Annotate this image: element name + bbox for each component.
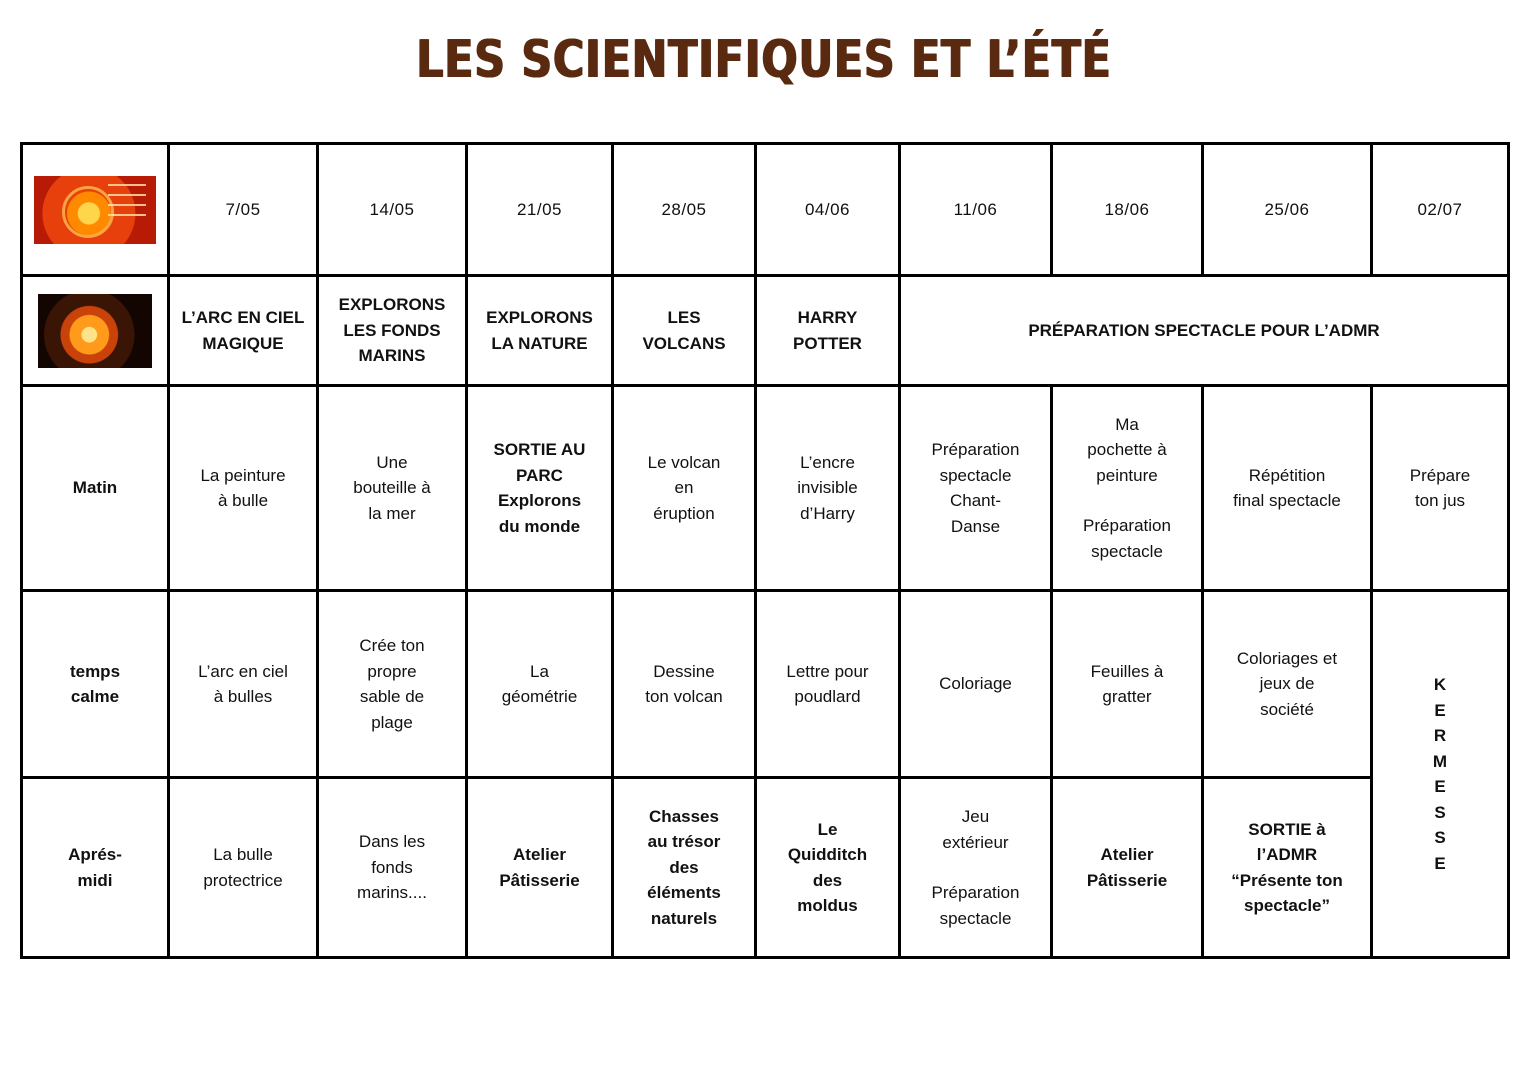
schedule-table: [20, 142, 1510, 959]
activity-cell: [169, 591, 318, 778]
cell-text-line: propre: [367, 661, 417, 681]
row-label-apres: [22, 778, 169, 958]
cell-text-line: Préparation: [931, 440, 1020, 459]
apres-midi-row: [22, 778, 1509, 958]
theme-cell: [318, 276, 467, 386]
cell-text-line: marins....: [357, 883, 427, 903]
cell-text-line: Aprés-: [68, 845, 122, 864]
cell-text-line: Ma: [1115, 414, 1139, 434]
cell-text-line: final spectacle: [1233, 491, 1341, 510]
cell-text-line: Atelier: [513, 845, 566, 864]
activity-cell: [169, 778, 318, 958]
cell-text-line: Préparation: [1083, 516, 1171, 536]
cell-text-line: L’ARC EN CIEL: [181, 308, 305, 327]
cell-text-line: protectrice: [203, 870, 283, 890]
activity-cell: [318, 386, 467, 591]
cell-text-line: pochette à: [1087, 440, 1167, 460]
cell-text-line: éruption: [653, 503, 715, 523]
activity-cell: [318, 591, 467, 778]
cell-text-line: ton volcan: [645, 687, 723, 706]
row-label-matin: [22, 386, 169, 591]
cell-text-line: éléments: [647, 883, 721, 903]
activity-cell: [1052, 591, 1203, 778]
cell-text-line: plage: [371, 712, 413, 732]
cell-text-line: bouteille à: [353, 478, 431, 498]
activity-cell: [467, 386, 613, 591]
sun-illustration-bottom: [22, 276, 169, 386]
cell-text-line: Danse: [950, 516, 1001, 536]
cell-text-line: Quidditch: [787, 845, 868, 864]
date-cell: 21/05: [467, 144, 613, 276]
date-cell: 02/07: [1372, 144, 1509, 276]
cell-text-line: Coloriages et: [1236, 648, 1338, 668]
cell-text-line: des: [669, 857, 699, 877]
cell-text-line: invisible: [797, 478, 858, 498]
sun-illustration-top: [22, 144, 169, 276]
cell-text-line: K: [1433, 675, 1447, 694]
cell-text-line: ton jus: [1414, 491, 1466, 510]
date-cell: 04/06: [756, 144, 900, 276]
cell-text-line: E: [1434, 700, 1446, 720]
cell-text-line: MAGIQUE: [202, 333, 284, 353]
cell-text-line: E: [1434, 777, 1446, 796]
date-cell: 7/05: [169, 144, 318, 276]
cell-text-line: au trésor: [647, 832, 721, 852]
cell-text-line: La bulle: [213, 845, 273, 864]
activity-cell: [756, 778, 900, 958]
sun-cutaway-image: [34, 176, 156, 244]
cell-text-line: [1059, 488, 1195, 513]
cell-text-line: à bulle: [217, 491, 269, 510]
cell-text-line: LA NATURE: [491, 333, 588, 353]
cell-text-line: Prépare: [1409, 465, 1471, 485]
cell-text-line: Le: [817, 819, 838, 839]
cell-text-line: La: [530, 661, 549, 681]
cell-text-line: LES: [667, 308, 701, 327]
cell-text-line: du monde: [498, 516, 581, 536]
cell-text-line: HARRY: [797, 308, 858, 327]
activity-cell: [467, 778, 613, 958]
activity-cell: [613, 386, 756, 591]
activity-cell: [756, 591, 900, 778]
cell-text-line: moldus: [797, 896, 858, 915]
cell-text-line: en: [674, 478, 694, 498]
dates-row: [22, 144, 1509, 276]
theme-cell: [756, 276, 900, 386]
cell-text-line: LES FONDS: [343, 320, 441, 340]
activity-cell: [900, 778, 1052, 958]
activity-cell: [756, 386, 900, 591]
cell-text-line: sable de: [359, 687, 425, 706]
date-cell: 28/05: [613, 144, 756, 276]
cell-text-line: EXPLORONS: [486, 308, 593, 327]
sun-flares-image: [38, 294, 152, 368]
cell-text-line: fonds: [371, 857, 413, 877]
cell-text-line: Pâtisserie: [499, 870, 580, 890]
cell-text-line: Chant-: [949, 491, 1002, 510]
cell-text-line: Préparation: [931, 883, 1020, 902]
activity-cell: [1372, 386, 1509, 591]
cell-text-line: SORTIE à: [1248, 819, 1326, 839]
cell-text-line: Une: [376, 452, 408, 472]
cell-text-line: Répétition: [1248, 465, 1326, 485]
activity-cell: [169, 386, 318, 591]
date-cell: 11/06: [900, 144, 1052, 276]
cell-text-line: spectacle: [939, 465, 1012, 485]
cell-text-line: Coloriage: [939, 674, 1012, 694]
theme-cell: [169, 276, 318, 386]
cell-text-line: PARC: [516, 465, 563, 485]
cell-text-line: naturels: [650, 908, 718, 928]
cell-text-line: VOLCANS: [642, 333, 726, 353]
cell-text-line: S: [1434, 828, 1446, 847]
cell-text-line: Matin: [72, 478, 118, 498]
cell-text-line: L’encre: [800, 452, 855, 472]
cell-text-line: Lettre pour: [786, 661, 869, 681]
cell-text-line: l’ADMR: [1256, 845, 1318, 864]
cell-text-line: Jeu: [961, 807, 990, 826]
date-cell: 14/05: [318, 144, 467, 276]
cell-text-line: spectacle: [1091, 541, 1163, 561]
matin-row: [22, 386, 1509, 591]
cell-text-line: calme: [70, 687, 120, 706]
activity-cell: [1203, 591, 1372, 778]
cell-text-line: [907, 855, 1044, 880]
cell-text-line: des: [812, 870, 843, 890]
activity-cell: [1052, 778, 1203, 958]
theme-cell: [467, 276, 613, 386]
activity-cell: [613, 778, 756, 958]
themes-row: [22, 276, 1509, 386]
cell-text-line: peinture: [1096, 465, 1158, 485]
cell-text-line: extérieur: [942, 832, 1009, 852]
cell-text-line: S: [1434, 802, 1446, 822]
cell-text-line: Le volcan: [647, 452, 721, 472]
activity-cell: [613, 591, 756, 778]
cell-text-line: Dessine: [653, 661, 715, 681]
cell-text-line: L’arc en ciel: [198, 661, 288, 681]
date-cell: 25/06: [1203, 144, 1372, 276]
cell-text-line: midi: [77, 870, 113, 890]
cell-text-line: Dans les: [358, 832, 426, 852]
cell-text-line: MARINS: [358, 346, 426, 366]
activity-cell: [1203, 386, 1372, 591]
cell-text-line: d’Harry: [800, 503, 855, 523]
activity-cell: [900, 591, 1052, 778]
activity-cell: [467, 591, 613, 778]
cell-text-line: “Présente ton: [1231, 870, 1343, 890]
cell-text-line: EXPLORONS: [338, 295, 446, 315]
kermesse-cell: [1372, 591, 1509, 958]
cell-text-line: Chasses: [649, 806, 719, 826]
date-cell: 18/06: [1052, 144, 1203, 276]
cell-text-line: géométrie: [501, 687, 578, 706]
cell-text-line: gratter: [1102, 687, 1152, 706]
row-label-calme: [22, 591, 169, 778]
temps-calme-row: [22, 591, 1509, 778]
cell-text-line: Crée ton: [359, 636, 425, 655]
cell-text-line: Pâtisserie: [1086, 870, 1168, 890]
cell-text-line: POTTER: [793, 333, 862, 353]
activity-cell: [1052, 386, 1203, 591]
cell-text-line: à bulles: [213, 687, 273, 706]
cell-text-line: R: [1433, 726, 1447, 745]
cell-text-line: E: [1434, 853, 1446, 873]
cell-text-line: société: [1260, 699, 1314, 719]
activity-cell: [900, 386, 1052, 591]
cell-text-line: spectacle: [939, 908, 1012, 928]
cell-text-line: Feuilles à: [1090, 661, 1164, 681]
activity-cell: [1203, 778, 1372, 958]
cell-text-line: jeux de: [1259, 674, 1315, 694]
cell-text-line: spectacle”: [1244, 896, 1330, 915]
activity-cell: [318, 778, 467, 958]
theme-cell: [613, 276, 756, 386]
cell-text-line: poudlard: [794, 687, 861, 706]
cell-text-line: La peinture: [200, 465, 286, 485]
theme-merged-cell: PRÉPARATION SPECTACLE POUR L’ADMR: [900, 276, 1509, 386]
cell-text-line: la mer: [368, 503, 416, 523]
cell-text-line: SORTIE AU: [493, 440, 586, 459]
cell-text-line: Explorons: [497, 491, 582, 510]
cell-text-line: M: [1432, 751, 1448, 771]
page-title: LES SCIENTIFIQUES ET L’ÉTÉ: [416, 30, 1112, 90]
cell-text-line: Atelier: [1100, 845, 1154, 864]
cell-text-line: temps: [69, 661, 121, 681]
